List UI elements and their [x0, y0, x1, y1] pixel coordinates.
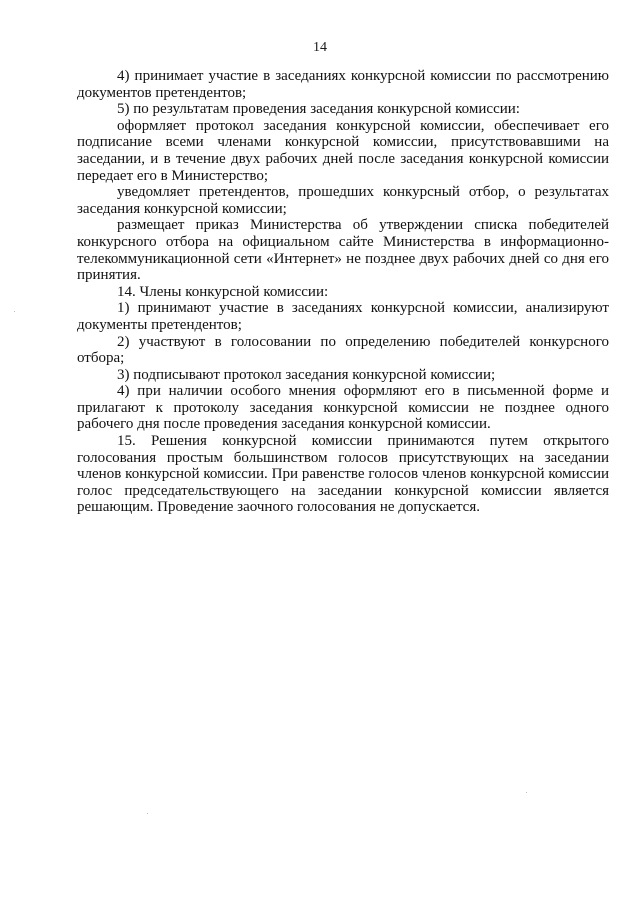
paragraph-member-duty-2: 2) участвуют в голосовании по определению победителей конкурсного отбора;	[77, 333, 609, 367]
scan-speck	[147, 813, 148, 814]
paragraph-protocol: оформляет протокол заседания конкурсной комиссии, обеспечивает его подписание всеми членами конкурсной комиссии, присутствовавшими на заседании, и в течение двух рабочих дней после заседания конкурсной комиссии передает его в Министерство;	[77, 117, 609, 184]
scan-speck	[14, 311, 15, 312]
paragraph-publish-order: размещает приказ Министерства об утверждении списка победителей конкурсного отбора на официальном сайте Министерства в информационно-телекоммуникационной сети «Интернет» не позднее двух рабочих дней со дня его принятия.	[77, 217, 609, 284]
paragraph-section-15: 15. Решения конкурсной комиссии принимаются путем открытого голосования простым большинством голосов присутствующих на заседании членов конкурсной комиссии. При равенстве голосов членов конкурсной комиссии голос председательствующего на заседании конкурсной комиссии является решающим. Проведение заочного голосования не допускается.	[77, 433, 609, 516]
paragraph-member-duty-4: 4) при наличии особого мнения оформляют его в письменной форме и прилагают к протоколу заседания конкурсной комиссии не позднее одного рабочего дня после проведения заседания конкурсной комиссии.	[77, 383, 609, 433]
document-body	[77, 68, 609, 516]
paragraph-item-4-participation: 4) принимает участие в заседаниях конкурсной комиссии по рассмотрению документов претендентов;	[77, 68, 609, 101]
paragraph-notify: уведомляет претендентов, прошедших конкурсный отбор, о результатах заседания конкурсной комиссии;	[77, 184, 609, 217]
paragraph-member-duty-1: 1) принимают участие в заседаниях конкурсной комиссии, анализируют документы претендентов;	[77, 300, 609, 333]
paragraph-section-14: 14. Члены конкурсной комиссии:	[117, 283, 329, 300]
paragraph-member-duty-3: 3) подписывают протокол заседания конкурсной комиссии;	[117, 366, 496, 383]
scan-speck	[526, 792, 527, 793]
page-number: 14	[313, 40, 327, 55]
paragraph-item-5-results: 5) по результатам проведения заседания конкурсной комиссии:	[117, 101, 520, 118]
